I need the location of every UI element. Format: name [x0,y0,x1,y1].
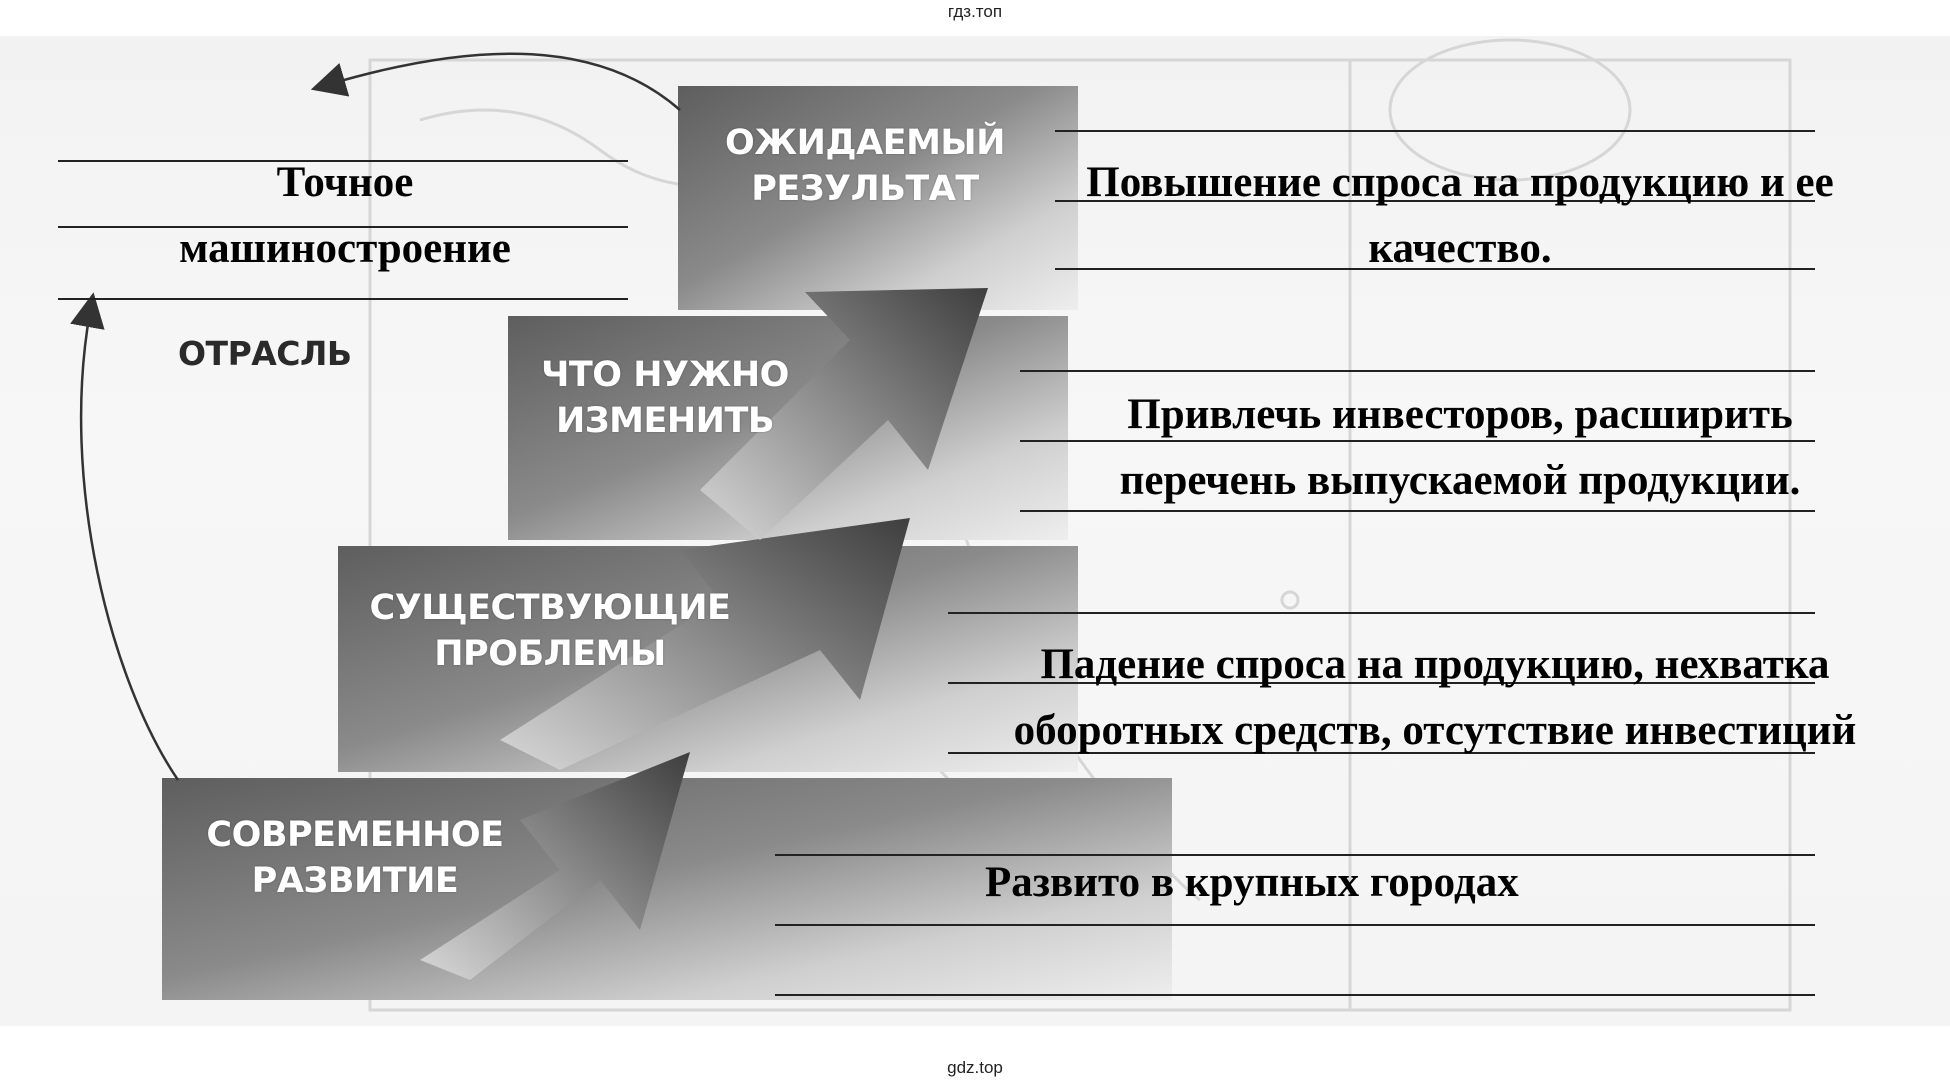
problems-answer [935,632,1935,764]
step-label-result-line1: ОЖИДАЕМЫЙ [725,123,1005,163]
development-answer [985,850,1635,916]
step-label-result [700,120,1030,212]
problems-answer-line1: Падение спроса на продукцию, нехватка [1040,641,1830,688]
result-answer [1010,150,1910,282]
step-label-result-line2: РЕЗУЛЬТАТ [751,169,979,209]
branch-answer-line2: машиностроение [179,225,511,272]
watermark-top: гдз.топ [947,2,1003,21]
step-label-problems [360,585,740,677]
feedback-arrow-top [330,54,680,110]
branch-answer-line1: Точное [276,159,414,206]
step-label-development-line2: РАЗВИТИЕ [251,861,459,901]
change-answer [1010,382,1910,514]
watermark-bottom: gdz.top [947,1058,1003,1077]
step-label-problems-line2: ПРОБЛЕМЫ [434,634,666,674]
problems-rule-1 [948,612,1815,614]
development-rule-3 [775,994,1815,996]
development-rule-2 [775,924,1815,926]
step-label-change-line1: ЧТО НУЖНО [541,355,789,395]
feedback-arrow-left [81,312,178,780]
result-rule-1 [1055,130,1815,132]
change-answer-line2: перечень выпускаемой продукции. [1119,457,1801,504]
result-answer-line2: качество. [1368,225,1552,272]
development-answer-line1: Развито в крупных городах [985,859,1519,906]
step-label-development-line1: СОВРЕМЕННОЕ [206,815,504,855]
change-rule-1 [1020,370,1815,372]
result-answer-line1: Повышение спроса на продукцию и ее [1086,159,1834,206]
change-answer-line1: Привлечь инвесторов, расширить [1127,391,1793,438]
problems-answer-line2: оборотных средств, отсутствие инвестиций [1013,707,1857,754]
branch-rule-3 [58,298,628,300]
branch-answer [120,150,570,282]
step-label-problems-line1: СУЩЕСТВУЮЩИЕ [369,588,731,628]
step-label-change-line2: ИЗМЕНИТЬ [555,401,775,441]
branch-title: ОТРАСЛЬ [178,334,352,373]
step-label-change [520,352,810,444]
step-label-development [190,812,520,904]
